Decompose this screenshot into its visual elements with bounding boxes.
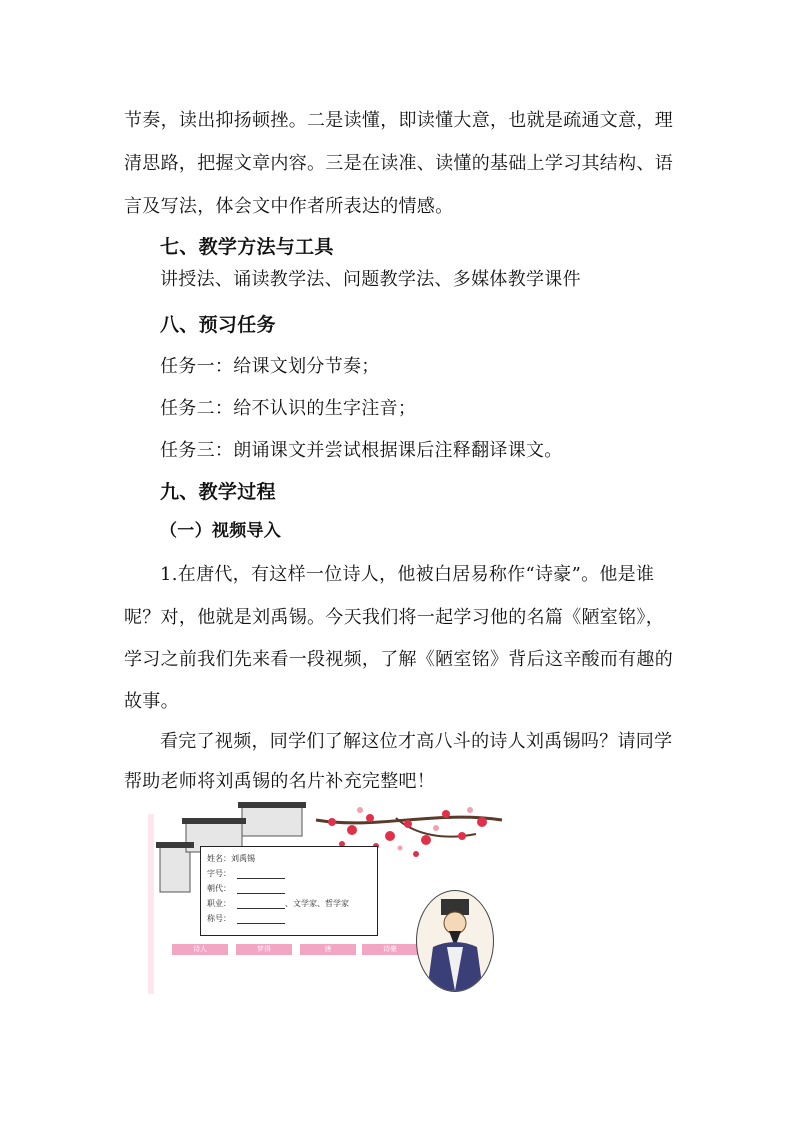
section7-text: 讲授法、诵读教学法、问题教学法、多媒体教学课件 [160, 269, 581, 290]
section9-heading: 九、教学过程 [160, 481, 276, 503]
portrait-figure [417, 891, 493, 991]
card-dynasty: 朝代： [207, 883, 285, 894]
s9-p1-line4: 故事。 [124, 691, 179, 712]
section9-sub1: （一）视频导入 [160, 521, 282, 541]
option-shihao[interactable]: 诗豪 [362, 944, 418, 955]
blank-zi[interactable] [237, 871, 285, 879]
option-shiren[interactable]: 诗人 [172, 944, 228, 955]
p1-line3: 言及写法，体会文中作者所表达的情感。 [124, 196, 454, 217]
card-job: 职业： 、文学家、哲学家 [207, 899, 349, 908]
task2: 任务二：给不认识的生字注音； [160, 398, 417, 419]
section7-heading: 七、教学方法与工具 [160, 236, 334, 258]
s9-p2-line1: 看完了视频，同学们了解这位才高八斗的诗人刘禹锡吗？请同学 [160, 731, 673, 752]
section8-heading: 八、预习任务 [160, 314, 276, 336]
card-zi: 字号： [207, 868, 285, 879]
card-title: 称号： [207, 913, 285, 924]
task1: 任务一：给课文划分节奏； [160, 356, 380, 377]
liu-yuxi-portrait [416, 890, 494, 992]
s9-p2-line2: 帮助老师将刘禹锡的名片补充完整吧！ [124, 771, 436, 792]
s9-p1-line3: 学习之前我们先来看一段视频，了解《陋室铭》背后这辛酸而有趣的 [124, 649, 673, 670]
task3: 任务三：朗诵课文并尝试根据课后注释翻译课文。 [160, 440, 563, 461]
s9-p1-line2: 呢？对，他就是刘禹锡。今天我们将一起学习他的名篇《陋室铭》， [124, 607, 664, 628]
name-card [200, 846, 378, 936]
p1-line2: 清思路，把握文章内容。三是在读准、读懂的基础上学习其结构、语 [124, 153, 673, 174]
s9-p1-line1: 1.在唐代，有这样一位诗人，他被白居易称作“诗豪”。他是谁 [160, 564, 655, 585]
card-name: 姓名：刘禹锡 [207, 854, 255, 863]
blank-dynasty[interactable] [237, 886, 285, 894]
blank-title[interactable] [237, 916, 285, 924]
name-card-illustration [146, 800, 510, 1000]
p1-line1: 节奏，读出抑扬顿挫。二是读懂，即读懂大意，也就是疏通文意，理 [124, 110, 673, 131]
option-mengde[interactable]: 梦得 [236, 944, 292, 955]
option-tang[interactable]: 唐 [300, 944, 356, 955]
blank-job[interactable] [237, 901, 285, 909]
